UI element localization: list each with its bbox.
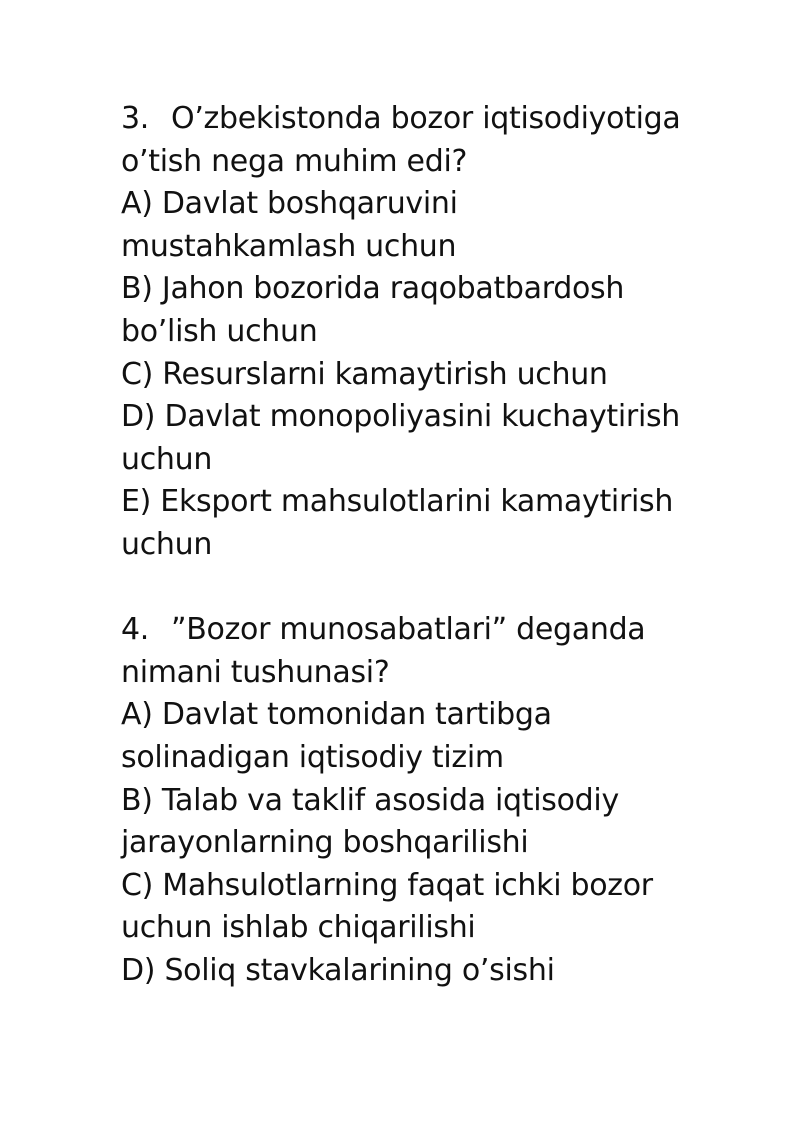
question-4	[121, 609, 701, 992]
question-3	[121, 98, 701, 567]
question-4-option-d: D) Soliq stavkalarining o’sishi	[121, 952, 555, 988]
question-3-number: 3.	[121, 101, 150, 136]
document-body	[121, 98, 701, 992]
question-4-option-c: C) Mahsulotlarning faqat ichki bozor uchun ishlab chiqarilishi	[121, 867, 653, 946]
question-3-option-a: A) Davlat boshqaruvini mustahkamlash uchun	[121, 186, 458, 264]
question-3-prompt: O’zbekistonda bozor iqtisodiyotiga o’tish nega muhim edi?	[121, 101, 681, 179]
question-3-option-e: E) Eksport mahsulotlarini kamaytirish uchun	[121, 484, 674, 562]
question-3-text	[121, 98, 701, 183]
question-4-number: 4.	[121, 612, 150, 648]
question-3-option-d: D) Davlat monopoliyasini kuchaytirish uchun	[121, 399, 681, 477]
question-4-option-b: B) Talab va taklif asosida iqtisodiy jarayonlarning boshqarilishi	[121, 782, 619, 861]
question-3-option-b: B) Jahon bozorida raqobatbardosh bo’lish uchun	[121, 271, 625, 349]
question-3-option-c: C) Resurslarni kamaytirish uchun	[121, 356, 608, 392]
question-spacer	[121, 567, 701, 610]
question-4-option-a: A) Davlat tomonidan tartibga solinadigan iqtisodiy tizim	[121, 697, 552, 775]
question-4-prompt: ”Bozor munosabatlari” deganda nimani tushunasi?	[121, 612, 646, 690]
question-4-text	[121, 609, 701, 694]
